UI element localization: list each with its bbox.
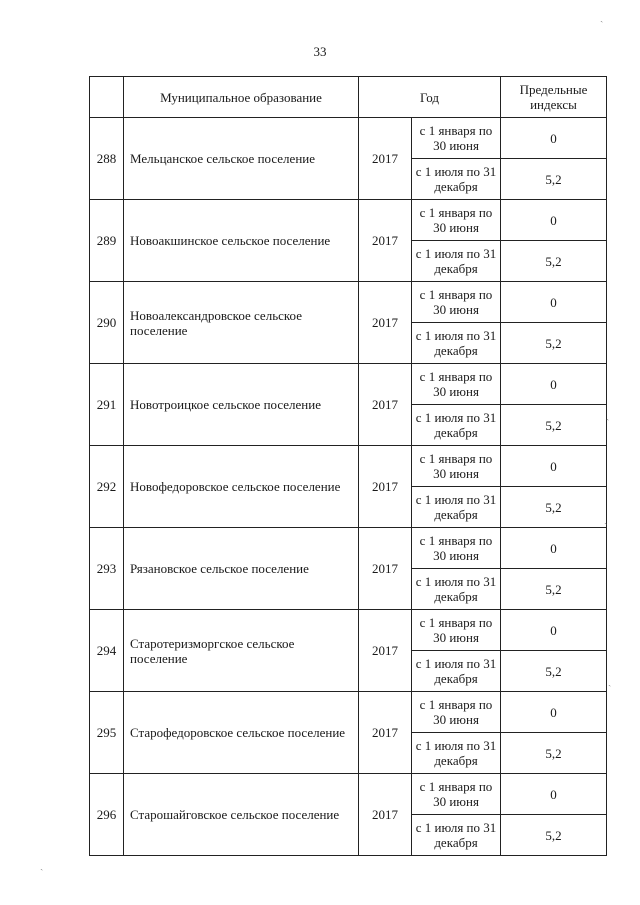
- period-second-half: с 1 июля по 31 декабря: [412, 815, 501, 856]
- period-second-half: с 1 июля по 31 декабря: [412, 241, 501, 282]
- scan-speck: ˏ: [40, 860, 44, 871]
- table-row: [90, 364, 607, 405]
- scan-speck: ˏ: [606, 410, 610, 421]
- scan-speck: ˏ: [608, 676, 612, 687]
- index-first-half: 0: [501, 528, 607, 569]
- period-second-half: с 1 июля по 31 декабря: [412, 405, 501, 446]
- municipality-name: Старофедоровское сельское поселение: [124, 692, 359, 774]
- table-row: [90, 446, 607, 487]
- indices-table: [89, 76, 610, 856]
- table-row: [90, 610, 607, 651]
- period-first-half: с 1 января по 30 июня: [412, 774, 501, 815]
- index-second-half: 5,2: [501, 733, 607, 774]
- municipality-name: Новотроицкое сельское поселение: [124, 364, 359, 446]
- row-number: 293: [90, 528, 124, 610]
- scan-speck: ˏ: [600, 12, 604, 23]
- row-number: 295: [90, 692, 124, 774]
- index-first-half: 0: [501, 200, 607, 241]
- row-number: 294: [90, 610, 124, 692]
- table-header-row: [90, 77, 607, 118]
- period-second-half: с 1 июля по 31 декабря: [412, 651, 501, 692]
- year-cell: 2017: [359, 282, 412, 364]
- row-number: 296: [90, 774, 124, 856]
- table-row: [90, 528, 607, 569]
- index-second-half: 5,2: [501, 651, 607, 692]
- header-municipality: Муниципальное образование: [124, 77, 359, 118]
- index-second-half: 5,2: [501, 487, 607, 528]
- period-first-half: с 1 января по 30 июня: [412, 446, 501, 487]
- index-first-half: 0: [501, 446, 607, 487]
- row-number: 289: [90, 200, 124, 282]
- index-first-half: 0: [501, 282, 607, 323]
- header-indices: Предельные индексы: [501, 77, 607, 118]
- row-number: 288: [90, 118, 124, 200]
- year-cell: 2017: [359, 774, 412, 856]
- municipality-name: Рязановское сельское поселение: [124, 528, 359, 610]
- period-first-half: с 1 января по 30 июня: [412, 364, 501, 405]
- page-number: 33: [313, 44, 327, 59]
- year-cell: 2017: [359, 692, 412, 774]
- period-second-half: с 1 июля по 31 декабря: [412, 487, 501, 528]
- row-number: 292: [90, 446, 124, 528]
- index-second-half: 5,2: [501, 569, 607, 610]
- municipality-name: Новоалександровское сельское поселение: [124, 282, 359, 364]
- index-second-half: 5,2: [501, 159, 607, 200]
- period-second-half: с 1 июля по 31 декабря: [412, 569, 501, 610]
- year-cell: 2017: [359, 610, 412, 692]
- period-first-half: с 1 января по 30 июня: [412, 282, 501, 323]
- period-second-half: с 1 июля по 31 декабря: [412, 323, 501, 364]
- index-first-half: 0: [501, 692, 607, 733]
- row-number: 291: [90, 364, 124, 446]
- index-second-half: 5,2: [501, 815, 607, 856]
- period-first-half: с 1 января по 30 июня: [412, 610, 501, 651]
- index-first-half: 0: [501, 118, 607, 159]
- period-first-half: с 1 января по 30 июня: [412, 118, 501, 159]
- index-first-half: 0: [501, 364, 607, 405]
- period-second-half: с 1 июля по 31 декабря: [412, 733, 501, 774]
- year-cell: 2017: [359, 200, 412, 282]
- index-second-half: 5,2: [501, 405, 607, 446]
- index-second-half: 5,2: [501, 323, 607, 364]
- period-second-half: с 1 июля по 31 декабря: [412, 159, 501, 200]
- index-second-half: 5,2: [501, 241, 607, 282]
- municipality-name: Новоакшинское сельское поселение: [124, 200, 359, 282]
- period-first-half: с 1 января по 30 июня: [412, 200, 501, 241]
- period-first-half: с 1 января по 30 июня: [412, 528, 501, 569]
- index-first-half: 0: [501, 774, 607, 815]
- table-row: [90, 692, 607, 733]
- table-row: [90, 282, 607, 323]
- municipality-name: Новофедоровское сельское поселение: [124, 446, 359, 528]
- header-year: Год: [359, 77, 501, 118]
- table-row: [90, 774, 607, 815]
- year-cell: 2017: [359, 446, 412, 528]
- index-first-half: 0: [501, 610, 607, 651]
- municipality-name: Мельцанское сельское поселение: [124, 118, 359, 200]
- year-cell: 2017: [359, 118, 412, 200]
- table-row: [90, 200, 607, 241]
- header-num: [90, 77, 124, 118]
- municipality-name: Старошайговское сельское поселение: [124, 774, 359, 856]
- scan-speck: ˏ: [604, 514, 608, 525]
- table-row: [90, 118, 607, 159]
- row-number: 290: [90, 282, 124, 364]
- period-first-half: с 1 января по 30 июня: [412, 692, 501, 733]
- municipality-name: Старотеризморгское сельское поселение: [124, 610, 359, 692]
- year-cell: 2017: [359, 528, 412, 610]
- year-cell: 2017: [359, 364, 412, 446]
